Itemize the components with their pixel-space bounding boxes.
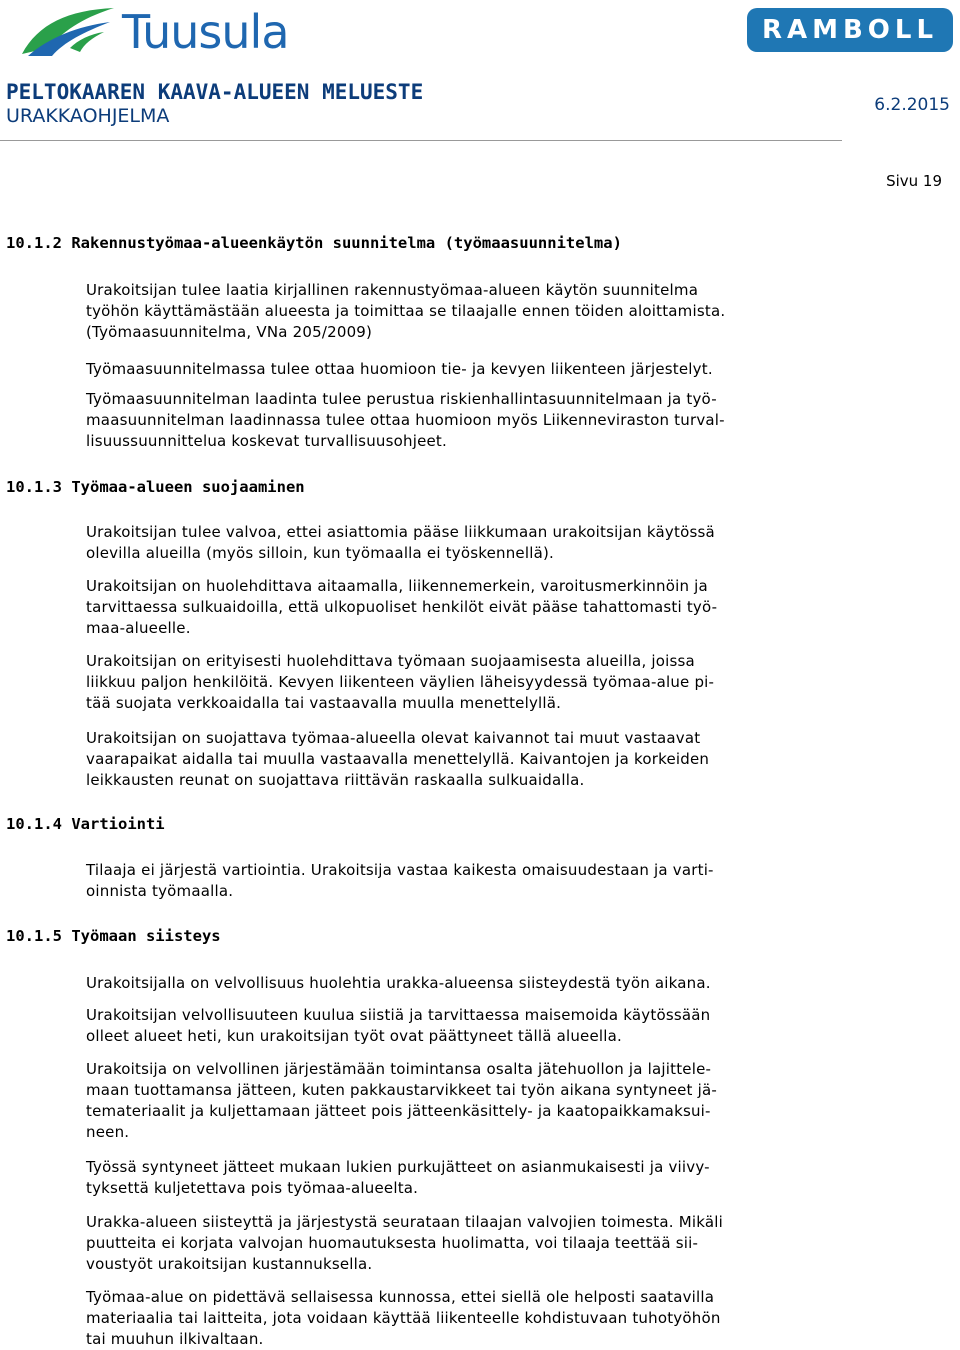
text-line: Urakoitsijan tulee valvoa, ettei asiattomia pääse liikkumaan urakoitsijan käytössä xyxy=(86,523,715,541)
text-line: työhön käyttämästään alueesta ja toimittaa se tilaajalle ennen töiden aloittamista. xyxy=(86,302,726,320)
tuusula-logo xyxy=(18,4,298,60)
paragraph xyxy=(86,1157,846,1199)
text-line: Urakoitsijan tulee laatia kirjallinen rakennustyömaa-alueen käytön suunnitelma xyxy=(86,281,699,299)
text-line: oinnista työmaalla. xyxy=(86,882,234,900)
paragraph xyxy=(86,860,846,902)
page-number: Sivu 19 xyxy=(886,172,942,190)
paragraph xyxy=(86,973,846,994)
document-subtitle: URAKKAOHJELMA xyxy=(6,105,170,127)
section-heading: 10.1.5 Työmaan siisteys xyxy=(6,927,221,945)
text-line: liikkuu paljon henkilöitä. Kevyen liikenteen väylien läheisyydessä työmaa-alue pi- xyxy=(86,673,715,691)
text-line: (Työmaasuunnitelma, VNa 205/2009) xyxy=(86,323,373,341)
text-line: lisuussuunnittelua koskevat turvallisuusohjeet. xyxy=(86,432,447,450)
text-line: maa-alueelle. xyxy=(86,619,191,637)
text-line: maan tuottamansa jätteen, kuten pakkaustarvikkeet tai työn aikana syntyneet jä- xyxy=(86,1081,717,1099)
text-line: vaarapaikat aidalla tai muulla vastaavalla menettelyllä. Kaivantojen ja korkeiden xyxy=(86,750,710,768)
paragraph xyxy=(86,1005,846,1047)
text-line: olevilla alueilla (myös silloin, kun työmaalla ei työskennellä). xyxy=(86,544,554,562)
tuusula-swoosh-icon xyxy=(18,4,118,60)
text-line: Työmaasuunnitelmassa tulee ottaa huomioon tie- ja kevyen liikenteen järjestelyt. xyxy=(86,360,713,378)
paragraph xyxy=(86,389,846,452)
text-line: Urakoitsijan on erityisesti huolehdittava työmaan suojaamisesta alueilla, joissa xyxy=(86,652,695,670)
document-title: PELTOKAAREN KAAVA-ALUEEN MELUESTE xyxy=(6,80,424,104)
text-line: neen. xyxy=(86,1123,130,1141)
header-divider xyxy=(0,140,842,141)
section-heading: 10.1.3 Työmaa-alueen suojaaminen xyxy=(6,478,305,496)
ramboll-logo: RAMBOLL xyxy=(747,8,953,52)
text-line: temateriaalit ja kuljettamaan jätteet pois jätteenkäsittely- ja kaatopaikkamaksui- xyxy=(86,1102,711,1120)
text-line: tyksettä kuljetettava pois työmaa-alueelta. xyxy=(86,1179,419,1197)
text-line: puutteita ei korjata valvojan huomautuksesta huolimatta, voi tilaaja teettää sii- xyxy=(86,1234,699,1252)
text-line: Urakoitsijan velvollisuuteen kuulua siistiä ja tarvittaessa maisemoida käytössään xyxy=(86,1006,711,1024)
section-heading: 10.1.4 Vartiointi xyxy=(6,815,165,833)
text-line: Urakoitsijan on huolehdittava aitaamalla, liikennemerkein, varoitusmerkinnöin ja xyxy=(86,577,708,595)
text-line: Urakoitsijalla on velvollisuus huolehtia urakka-alueensa siisteydestä työn aikana. xyxy=(86,974,711,992)
paragraph xyxy=(86,651,846,714)
text-line: tai muuhun ilkivaltaan. xyxy=(86,1330,264,1348)
text-line: voustyöt urakoitsijan kustannuksella. xyxy=(86,1255,373,1273)
text-line: Urakoitsija on velvollinen järjestämään toimintansa osalta jätehuollon ja lajittele- xyxy=(86,1060,712,1078)
paragraph xyxy=(86,1212,846,1275)
paragraph xyxy=(86,359,846,380)
text-line: Urakoitsijan on suojattava työmaa-alueella olevat kaivannot tai muut vastaavat xyxy=(86,729,701,747)
text-line: olleet alueet heti, kun urakoitsijan työt ovat päättyneet tällä alueella. xyxy=(86,1027,623,1045)
document-date: 6.2.2015 xyxy=(874,95,950,115)
tuusula-wordmark: Tuusula xyxy=(122,5,289,59)
paragraph xyxy=(86,728,846,791)
text-line: materiaalia tai laitteita, jota voidaan käyttää liikenteelle kohdistuvaan tuhotyöhön xyxy=(86,1309,721,1327)
text-line: Työssä syntyneet jätteet mukaan lukien purkujätteet on asianmukaisesti ja viivy- xyxy=(86,1158,710,1176)
text-line: tarvittaessa sulkuaidoilla, että ulkopuoliset henkilöt eivät pääse tahattomasti työ- xyxy=(86,598,718,616)
text-line: Työmaasuunnitelman laadinta tulee perustua riskienhallintasuunnitelmaan ja työ- xyxy=(86,390,717,408)
paragraph xyxy=(86,1287,846,1350)
text-line: leikkausten reunat on suojattava riittävän raskaalla sulkuaidalla. xyxy=(86,771,585,789)
text-line: tää suojata verkkoaidalla tai vastaavalla muulla menettelyllä. xyxy=(86,694,562,712)
paragraph xyxy=(86,1059,846,1143)
text-line: Urakka-alueen siisteyttä ja järjestystä seurataan tilaajan valvojien toimesta. Mikäli xyxy=(86,1213,723,1231)
paragraph xyxy=(86,576,846,639)
text-line: Tilaaja ei järjestä vartiointia. Urakoitsija vastaa kaikesta omaisuudestaan ja varti- xyxy=(86,861,714,879)
paragraph xyxy=(86,280,846,343)
paragraph xyxy=(86,522,846,564)
text-line: Työmaa-alue on pidettävä sellaisessa kunnossa, ettei siellä ole helposti saatavilla xyxy=(86,1288,715,1306)
text-line: maasuunnitelman laadinnassa tulee ottaa huomioon myös Liikenneviraston turval- xyxy=(86,411,725,429)
page-header xyxy=(0,0,960,190)
section-heading: 10.1.2 Rakennustyömaa-alueenkäytön suunnitelma (työmaasuunnitelma) xyxy=(6,234,622,252)
